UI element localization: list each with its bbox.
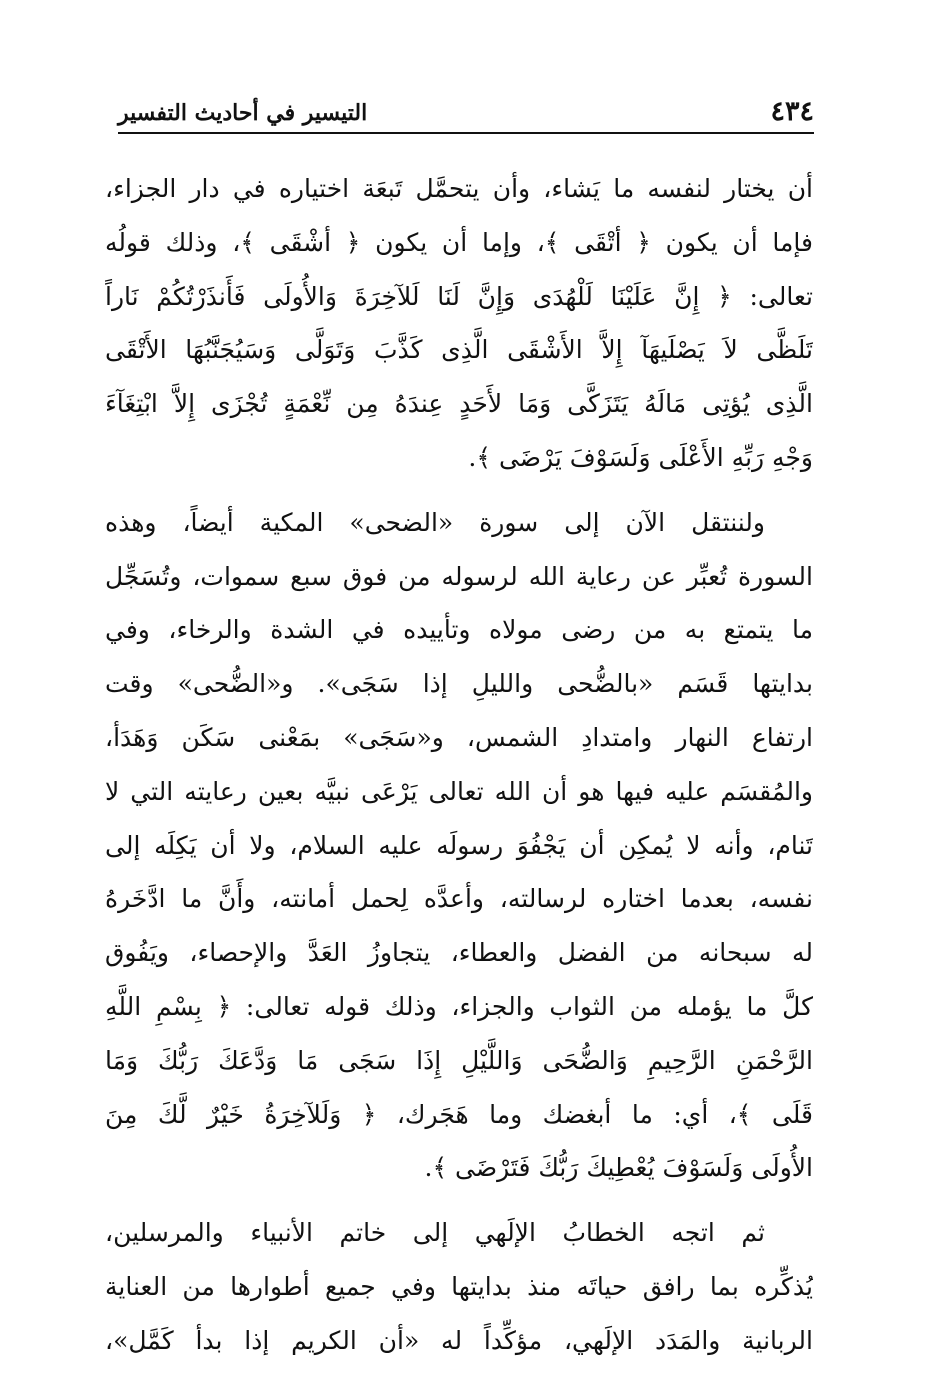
text-line: أن يختار لنفسه ما يَشاء، وأن يتحمَّل تَبعَة اختياره في دار الجزاء، bbox=[105, 174, 813, 203]
text-line: الرَّحْمَنِ الرَّحِيمِ وَالضُّحَى وَاللَّيْلِ إِذَا سَجَى مَا وَدَّعَكَ رَبُّكَ وَمَا bbox=[105, 1045, 813, 1075]
text-line: تَلَظَّى لاَ يَصْلَيهَآ إِلاَّ الأَشْقَى الَّذِى كَذَّبَ وَتَوَلَّى وَسَيُجَنَّبُهَا الأَتْقَى bbox=[105, 335, 813, 365]
text-line: قَلَى ﴾، أي: ما أبغضك وما هَجَرك، ﴿ وَلَلآخِرَةُ خَيْرٌ لَّكَ مِنَ bbox=[105, 1099, 813, 1129]
text-line: له سبحانه من الفضل والعطاء، يتجاوزُ العَدَّ والإحصاء، ويَفُوق bbox=[105, 938, 813, 968]
text-line: السورة تُعبِّر عن رعاية الله لرسوله من فوق سبع سموات، وتُسَجِّل bbox=[105, 561, 813, 591]
text-line: الأُولَى وَلَسَوْفَ يُعْطِيكَ رَبُّكَ فَتَرْضَى ﴾. bbox=[424, 1153, 813, 1183]
text-line: والمُقسَم عليه فيها هو أن الله تعالى يَرْعَى نبيَّه بعين رعايته التي لا bbox=[105, 776, 813, 806]
text-line: كلَّ ما يؤمله من الثواب والجزاء، وذلك قوله تعالى: ﴿ بِسْمِ اللَّهِ bbox=[105, 991, 813, 1021]
page-number: ٤٣٤ bbox=[770, 96, 814, 127]
text-line: ولننتقل الآن إلى سورة «الضحى» المكية أيضاً، وهذه bbox=[105, 507, 765, 537]
book-title: التيسير في أحاديث التفسير bbox=[118, 100, 368, 126]
paragraph-3 bbox=[105, 1206, 813, 1367]
text-line: ثم اتجه الخطابُ الإلَهي إلى خاتم الأنبياء والمرسلين، bbox=[105, 1218, 765, 1248]
text-line: ارتفاع النهار وامتدادِ الشمس، و«سَجَى» بمَعْنى سَكَن وَهَدَأ، bbox=[105, 722, 813, 752]
text-line: بدايتها قَسَم «بالضُّحى والليلِ إذا سَجَى». و«الضُّحى» وقت bbox=[105, 669, 813, 699]
body-text bbox=[105, 162, 813, 1368]
text-line: ما يتمتع به من رضى مولاه وتأييده في الشدة والرخاء، وفي bbox=[105, 615, 813, 645]
text-line: فإما أن يكون ﴿ أتْقَى ﴾، وإما أن يكون ﴿ أشْقَى ﴾، وذلك قولُه bbox=[105, 227, 813, 257]
paragraph-2 bbox=[105, 496, 813, 1195]
running-header bbox=[118, 96, 814, 136]
text-line: تَنام، وأنه لا يُمكِن أن يَجْفُوَ رسولَه عليه السلام، ولا أن يَكِلَه إلى bbox=[105, 830, 813, 860]
header-rule bbox=[118, 132, 814, 134]
text-line: يُذكِّره بما رافق حياتَه منذ بدايتها وفي جميع أطوارها من العناية bbox=[105, 1271, 813, 1301]
text-line: نفسه، بعدما اختاره لرسالته، وأعدَّه لِحمل أمانته، وأَنَّ ما ادَّخَرهُ bbox=[105, 884, 813, 914]
text-line: وَجْهِ رَبِّهِ الأَعْلَى وَلَسَوْفَ يَرْضَى ﴾. bbox=[468, 442, 813, 472]
text-line: تعالى: ﴿ إِنَّ عَلَيْنَا لَلْهُدَى وَإِنَّ لَنَا لَلآخِرَةَ وَالأُولَى فَأَنذَرْتُكُمْ نَاراً bbox=[105, 281, 813, 311]
text-line: الربانية والمَدَد الإلَهي، مؤكِّداً له «أن الكريم إذا بدأ كَمَّل»، bbox=[105, 1325, 813, 1355]
text-line: الَّذِى يُؤتِى مَالَهُ يَتَزَكَّى وَمَا لأَحَدٍ عِندَهُ مِن نِّعْمَةٍ تُجْزَى إِلاَّ ابْتِغَآءَ bbox=[105, 389, 813, 419]
paragraph-1 bbox=[105, 162, 813, 485]
